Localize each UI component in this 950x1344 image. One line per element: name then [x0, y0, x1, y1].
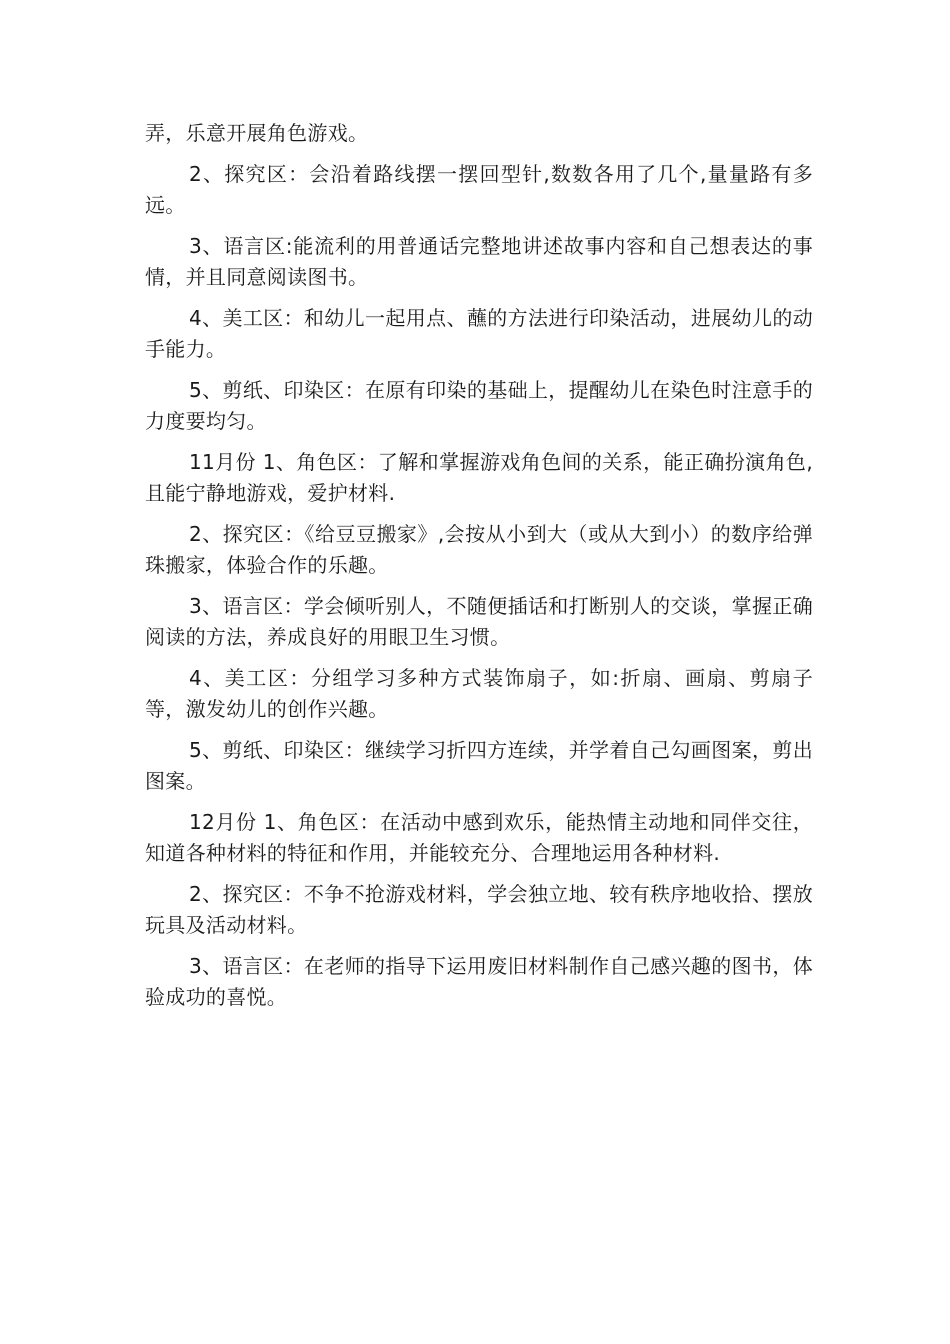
paragraph: 12月份 1、角色区：在活动中感到欢乐，能热情主动地和同伴交往，知道各种材料的特征和作用，并能较充分、合理地运用各种材料. [145, 810, 813, 865]
paragraph: 3、语言区:能流利的用普通话完整地讲述故事内容和自己想表达的事情，并且同意阅读图书。 [145, 234, 813, 289]
paragraph: 4、美工区：分组学习多种方式装饰扇子，如:折扇、画扇、剪扇子等，激发幼儿的创作兴趣。 [145, 666, 813, 721]
paragraph: 5、剪纸、印染区：在原有印染的基础上，提醒幼儿在染色时注意手的力度要均匀。 [145, 378, 813, 433]
document-body [145, 118, 813, 1023]
paragraph: 3、语言区：在老师的指导下运用废旧材料制作自己感兴趣的图书，体验成功的喜悦。 [145, 954, 813, 1009]
paragraph: 2、探究区：《给豆豆搬家》,会按从小到大（或从大到小）的数序给弹珠搬家，体验合作的乐趣。 [145, 522, 813, 577]
paragraph: 2、探究区：不争不抢游戏材料，学会独立地、较有秩序地收拾、摆放玩具及活动材料。 [145, 882, 813, 937]
paragraph: 11月份 1、角色区：了解和掌握游戏角色间的关系，能正确扮演角色,且能宁静地游戏，爱护材料. [145, 450, 813, 505]
paragraph: 5、剪纸、印染区：继续学习折四方连续，并学着自己勾画图案，剪出图案。 [145, 738, 813, 793]
paragraph: 弄，乐意开展角色游戏。 [145, 121, 369, 145]
paragraph: 4、美工区：和幼儿一起用点、蘸的方法进行印染活动，进展幼儿的动手能力。 [145, 306, 813, 361]
paragraph: 3、语言区：学会倾听别人，不随便插话和打断别人的交谈，掌握正确阅读的方法，养成良好的用眼卫生习惯。 [145, 594, 813, 649]
paragraph: 2、探究区：会沿着路线摆一摆回型针,数数各用了几个,量量路有多远。 [145, 162, 813, 217]
